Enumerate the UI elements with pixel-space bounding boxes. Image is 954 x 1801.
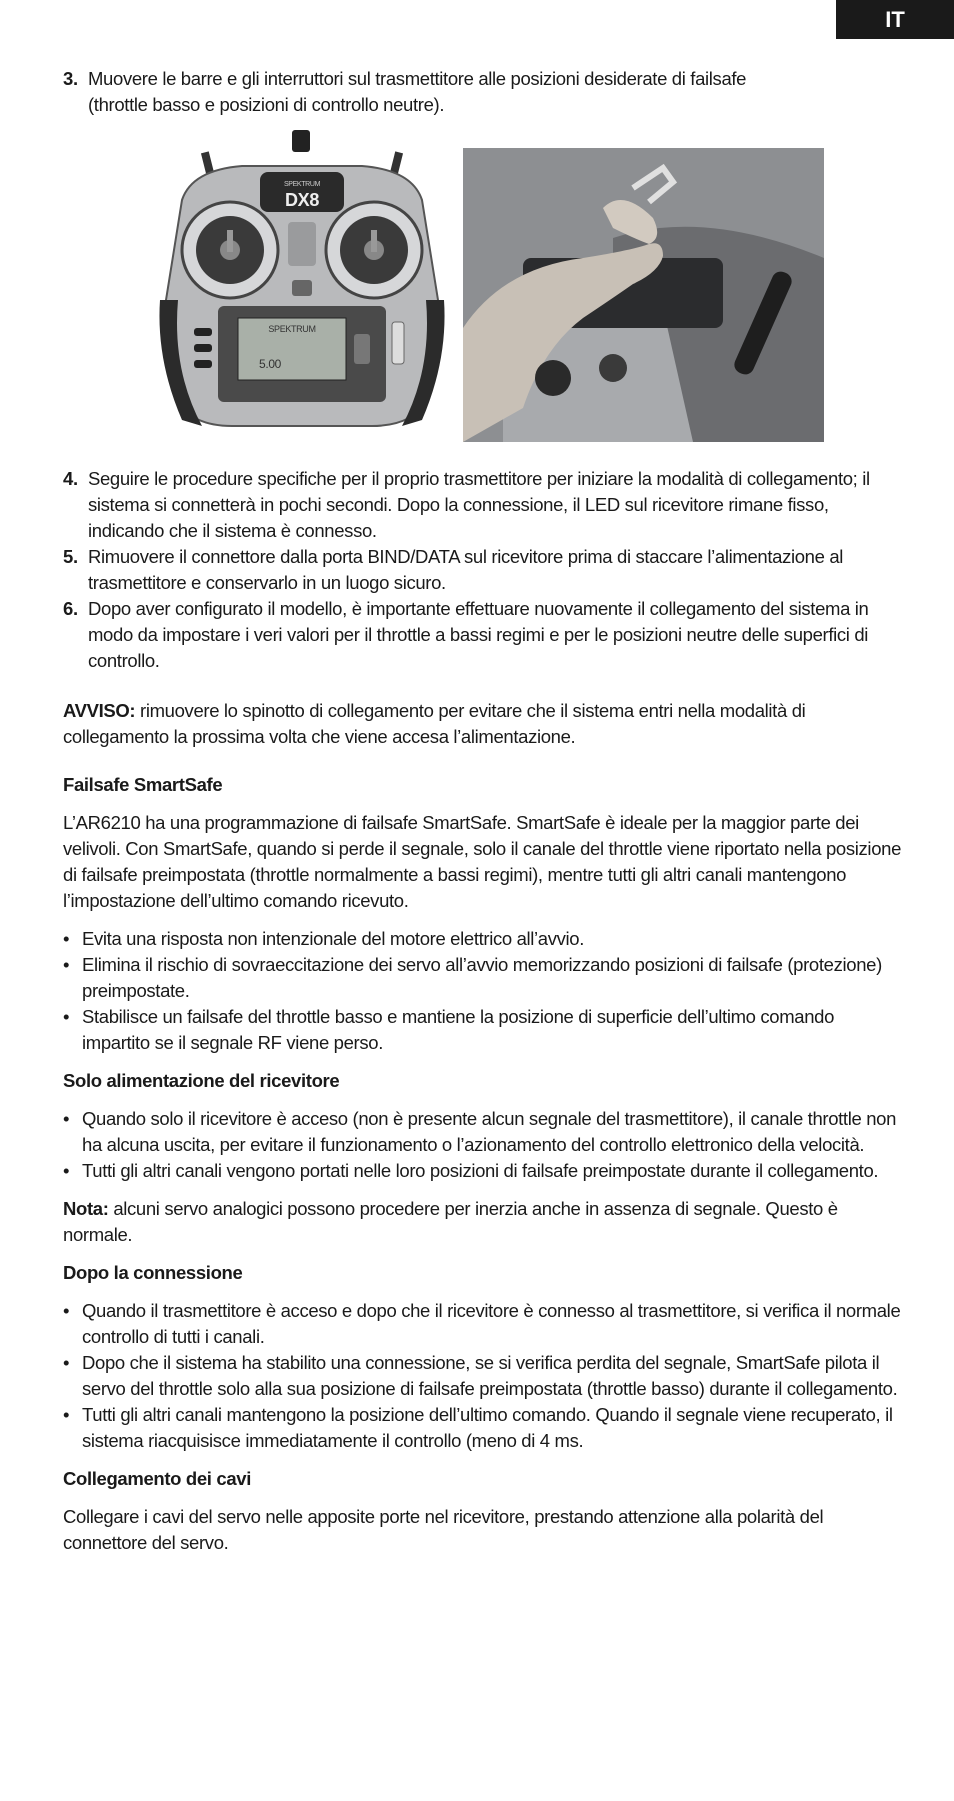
- list-item: • Dopo che il sistema ha stabilito una connessione, se si verifica perdita del segnale, SmartSafe pilota il servo del throttle solo alla sua posizione di failsafe preimpostata (throttle basso) durante il collegamento.: [63, 1352, 898, 1399]
- list-item: • Quando solo il ricevitore è acceso (non è presente alcun segnale del trasmettitore), il canale throttle non ha alcuna uscita, per evitare il funzionamento o l’azionamento del controllo elettronico della velocità.: [63, 1108, 897, 1155]
- step-4: [63, 466, 903, 544]
- step-6: [63, 596, 903, 674]
- list-item: • Elimina il rischio di sovraeccitazione dei servo all’avvio memorizzando posizioni di failsafe (protezione) preimpostate.: [63, 954, 882, 1001]
- screen-value: 5.00: [259, 357, 281, 371]
- nota-label: Nota:: [63, 1198, 109, 1219]
- language-tab: IT: [836, 0, 954, 39]
- page-content: [63, 66, 903, 1556]
- transmitter-model: DX8: [285, 190, 319, 210]
- binding-photo: [463, 148, 824, 442]
- step-number: 3.: [63, 68, 78, 89]
- figure-images: [63, 130, 903, 452]
- list-item: • Stabilisce un failsafe del throttle basso e mantiene la posizione di superficie dell’ultimo comando impartito se il segnale RF viene perso.: [63, 1006, 835, 1053]
- notice-paragraph: [63, 698, 903, 750]
- list-item: • Evita una risposta non intenzionale del motore elettrico all’avvio.: [63, 928, 585, 949]
- nota-text: alcuni servo analogici possono procedere per inerzia anche in assenza di segnale. Questo è normale.: [63, 1198, 838, 1245]
- cables-heading: Collegamento dei cavi: [63, 1468, 251, 1489]
- cables-text: Collegare i cavi del servo nelle apposite porte nel ricevitore, prestando attenzione alla polarità del connettore del servo.: [63, 1506, 824, 1553]
- failsafe-intro: L’AR6210 ha una programmazione di failsafe SmartSafe. SmartSafe è ideale per la maggior parte dei velivoli. Con SmartSafe, quando si perde il segnale, solo il canale del throttle viene riportato nella posizione di failsafe preimpostata (throttle normalmente a bassi regimi), mentre tutti gli altri canali mantengono l’impostazione dell’ultimo comando ricevuto.: [63, 812, 902, 911]
- failsafe-bullets: [63, 926, 903, 1056]
- step-text: Seguire le procedure specifiche per il proprio trasmettitore per iniziare la modalità di collegamento; il sistema si connetterà in pochi secondi. Dopo la connessione, il LED sul ricevitore rimane fisso, indicando che il sistema è connesso.: [88, 468, 870, 541]
- nota-paragraph: [63, 1196, 903, 1248]
- step-3: [63, 66, 903, 118]
- step-text: Dopo aver configurato il modello, è importante effettuare nuovamente il collegamento del sistema in modo da impostare i veri valori per il throttle a bassi regimi e per le posizioni neutre delle superfici di controllo.: [88, 598, 869, 671]
- step-number: 4.: [63, 468, 78, 489]
- step-5: [63, 544, 903, 596]
- notice-label: AVVISO:: [63, 700, 136, 721]
- step-number: 5.: [63, 546, 78, 567]
- after-connection-heading: Dopo la connessione: [63, 1262, 243, 1283]
- screen-title: SPEKTRUM: [268, 324, 316, 334]
- after-connection-bullets: [63, 1298, 903, 1454]
- receiver-only-bullets: [63, 1106, 903, 1184]
- step-text: Rimuovere il connettore dalla porta BIND/DATA sul ricevitore prima di staccare l’alimentazione al trasmettitore e conservarlo in un luogo sicuro.: [88, 546, 844, 593]
- receiver-only-heading: Solo alimentazione del ricevitore: [63, 1070, 340, 1091]
- list-item: • Tutti gli altri canali mantengono la posizione dell’ultimo comando. Quando il segnale viene recuperato, il sistema riacquisisce immediatamente il controllo (meno di 4 ms.: [63, 1404, 893, 1451]
- list-item: • Quando il trasmettitore è acceso e dopo che il ricevitore è connesso al trasmettitore, si verifica il normale controllo di tutti i canali.: [63, 1300, 901, 1347]
- transmitter-image: [142, 130, 462, 430]
- notice-text: rimuovere lo spinotto di collegamento per evitare che il sistema entri nella modalità di collegamento la prossima volta che viene accesa l’alimentazione.: [63, 700, 806, 747]
- transmitter-brand: SPEKTRUM: [283, 181, 321, 188]
- step-text: Muovere le barre e gli interruttori sul trasmettitore alle posizioni desiderate di failsafe (throttle basso e posizioni di controllo neutre).: [88, 68, 747, 115]
- failsafe-heading: Failsafe SmartSafe: [63, 774, 223, 795]
- step-number: 6.: [63, 598, 78, 619]
- list-item: • Tutti gli altri canali vengono portati nelle loro posizioni di failsafe preimpostate durante il collegamento.: [63, 1160, 879, 1181]
